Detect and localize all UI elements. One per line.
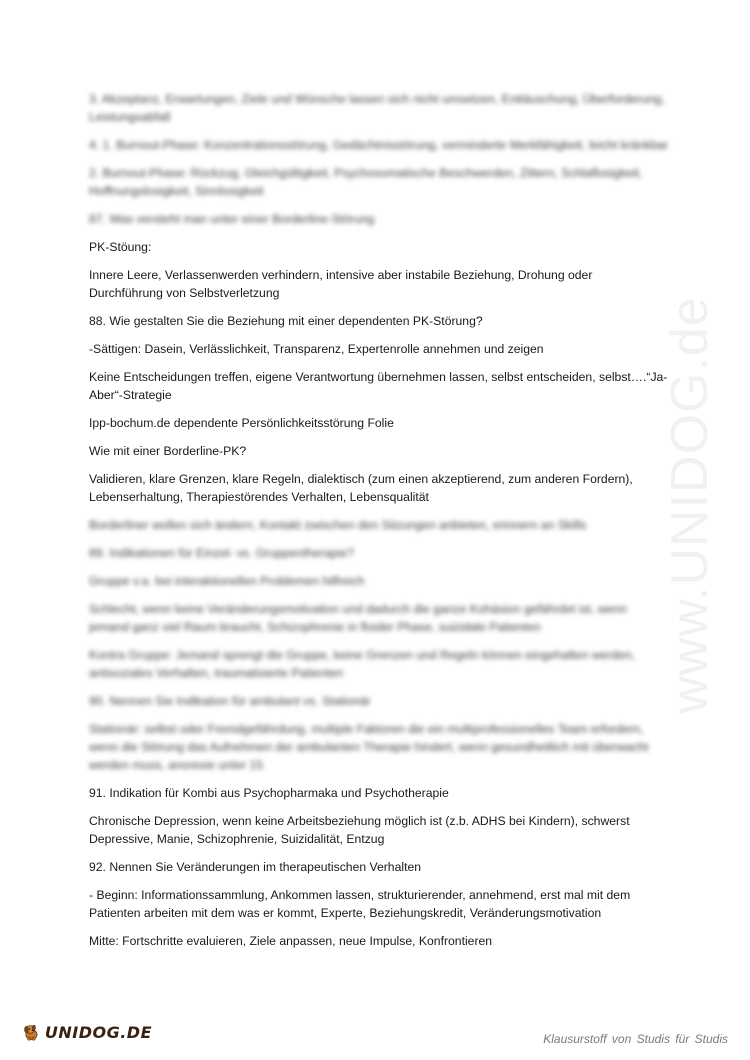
paragraph: - Beginn: Informationssammlung, Ankommen lassen, strukturierender, annehmend, erst mal mit dem Patienten arbeiten mit dem was er kommt, Experte, Beziehungskredit, Veränderungsmotivation <box>89 888 631 920</box>
question-heading: Wie mit einer Borderline-PK? <box>89 444 247 458</box>
blurred-paragraph: Borderliner wollen sich ändern, Kontakt zwischen den Sitzungen anbieten, erinnern an Skills <box>89 518 587 532</box>
paragraph: Innere Leere, Verlassenwerden verhindern, intensive aber instabile Beziehung, Drohung oder Durchführung von Selbstverletzung <box>89 268 593 300</box>
question-heading: 91. Indikation für Kombi aus Psychopharmaka und Psychotherapie <box>89 786 449 800</box>
paragraph: Ipp-bochum.de dependente Persönlichkeitsstörung Folie <box>89 416 394 430</box>
blurred-paragraph: 2. Burnout-Phase: Rückzug, Gleichgültigkeit, Psychosomatische Beschwerden, Zittern, Schlaflosigkeit, Hoffnungslosigkeit, Sinnlosigkeit <box>89 166 643 198</box>
logo-text: UNIDOG.DE <box>44 1022 152 1042</box>
paragraph: -Sättigen: Dasein, Verlässlichkeit, Transparenz, Expertenrolle annehmen und zeigen <box>89 342 544 356</box>
paragraph: Validieren, klare Grenzen, klare Regeln, dialektisch (zum einen akzeptierend, zum anderen Fordern), Lebenserhaltung, Therapiestörendes Verhalten, Lebensqualität <box>89 472 633 504</box>
blurred-question-heading: 90. Nennen Sie Indikation für ambulant vs. Stationär <box>89 694 371 708</box>
blurred-paragraph: Gruppe v.a. bei interaktionellen Problemen hilfreich <box>89 574 365 588</box>
question-heading: 88. Wie gestalten Sie die Beziehung mit einer dependenten PK-Störung? <box>89 314 483 328</box>
blurred-question-heading: 87. Was versteht man unter einer Borderline-Störung <box>89 212 375 226</box>
paragraph: Chronische Depression, wenn keine Arbeitsbeziehung möglich ist (z.b. ADHS bei Kindern), schwerst Depressive, Manie, Schizophrenie, Suizidalität, Entzug <box>89 814 630 846</box>
paragraph: Mitte: Fortschritte evaluieren, Ziele anpassen, neue Impulse, Konfrontieren <box>89 934 493 948</box>
footer-tagline: Klausurstoff von Studis für Studis <box>543 1032 728 1046</box>
blurred-paragraph: Kontra Gruppe: Jemand sprengt die Gruppe, keine Grenzen und Regeln können eingehalten werden, antisoziales Verhalten, traumatisierte Patienten <box>89 648 636 680</box>
paragraph: PK-Stöung: <box>89 240 152 254</box>
dog-mascot-icon <box>22 1017 41 1047</box>
watermark-text: www.UNIDOG.de <box>661 296 719 714</box>
question-heading: 92. Nennen Sie Veränderungen im therapeutischen Verhalten <box>89 860 422 874</box>
blurred-paragraph: Stationär: selbst oder Fremdgefährdung, multiple Faktoren die ein multiprofessionelles Team erfordern, wenn die Störung das Aufnehmen der ambulanten Therapie hindert, wenn gesundheitlich mit überwacht werden muss, anorexie unter 15 <box>89 722 649 772</box>
blurred-paragraph: 3. Akzeptanz, Erwartungen, Ziele und Wünsche lassen sich nicht umsetzen, Enttäuschung, Überforderung, Leistungsabfall <box>89 92 665 124</box>
blurred-paragraph: Schlecht, wenn keine Veränderungsmotivation und dadurch die ganze Kohäsion gefährdet ist, wenn jemand ganz viel Raum braucht, Schizophrenie in floider Phase, suizidale Patienten <box>89 602 627 634</box>
blurred-paragraph: 4. 1. Burnout-Phase: Konzentrationsstörung, Gedächtnisstörung, verminderte Merkfähigkeit, leicht kränkbar <box>89 138 669 152</box>
blurred-question-heading: 89. Indikationen für Einzel- vs. Gruppentherapie? <box>89 546 354 560</box>
paragraph: Keine Entscheidungen treffen, eigene Verantwortung übernehmen lassen, selbst entscheiden, selbst….“Ja-Aber“-Strategie <box>89 370 668 402</box>
unidog-logo[interactable] <box>22 1015 152 1049</box>
document-body <box>89 90 669 960</box>
